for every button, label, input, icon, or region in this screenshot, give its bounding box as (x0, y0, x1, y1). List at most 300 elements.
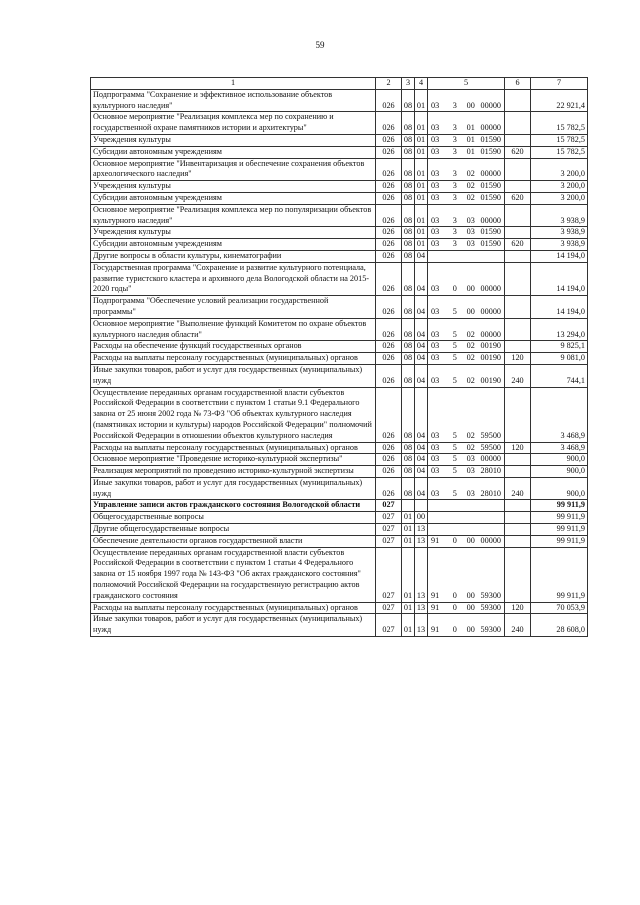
target-code-part: 59500 (480, 442, 501, 452)
expense-type-cell (505, 454, 531, 466)
expense-type-cell (505, 262, 531, 295)
subsection-code-cell: 04 (415, 454, 428, 466)
item-name-cell: Учреждения культуры (91, 134, 376, 146)
target-code-part: 02 (466, 169, 475, 179)
target-code-part: 91 (431, 590, 440, 600)
subsection-code-cell: 04 (415, 341, 428, 353)
amount-cell: 3 200,0 (531, 158, 588, 181)
target-code-part: 5 (452, 454, 457, 464)
section-code-cell: 08 (402, 353, 415, 365)
expense-type-cell (505, 227, 531, 239)
target-code-part: 01590 (480, 146, 501, 156)
subsection-code-cell: 00 (415, 512, 428, 524)
amount-cell: 3 938,9 (531, 239, 588, 251)
target-code-part: 02 (466, 181, 475, 191)
amount-cell: 9 081,0 (531, 353, 588, 365)
ministry-code-cell: 026 (376, 192, 402, 204)
item-name-cell: Осуществление переданных органам государственной власти субъектов Российской Федерации в соответствии с пунктом 1 статьи 4 Федерального закона от 15 ноября 1997 года № 143-ФЗ "Об актах гражданского состояния" полномочий Российской Федерации на государственную регистрацию актов гражданского состояния (91, 547, 376, 602)
section-code-cell: 08 (402, 318, 415, 341)
table-row (91, 535, 588, 547)
subsection-code-cell: 01 (415, 134, 428, 146)
target-code-part: 3 (452, 181, 457, 191)
target-code-part: 5 (452, 488, 457, 498)
section-code-cell: 08 (402, 112, 415, 135)
target-code-part: 02 (466, 341, 475, 351)
target-code-part: 01590 (480, 239, 501, 249)
table-row (91, 466, 588, 478)
target-code-part: 03 (431, 341, 440, 351)
target-code-part: 0 (452, 625, 457, 635)
table-row (91, 250, 588, 262)
target-code-part: 01590 (480, 134, 501, 144)
subsection-code-cell: 13 (415, 524, 428, 536)
amount-cell: 744,1 (531, 364, 588, 387)
expense-type-cell (505, 524, 531, 536)
item-name-cell: Основное мероприятие "Реализация комплекса мер по популяризации объектов культурного наследия" (91, 204, 376, 227)
section-code-cell: 01 (402, 547, 415, 602)
target-code-part: 01 (466, 134, 475, 144)
table-row (91, 353, 588, 365)
table-row (91, 512, 588, 524)
ministry-code-cell: 026 (376, 466, 402, 478)
amount-cell: 3 200,0 (531, 192, 588, 204)
item-name-cell: Субсидии автономным учреждениям (91, 239, 376, 251)
target-code-part: 03 (431, 488, 440, 498)
target-code-part: 5 (452, 430, 457, 440)
target-code-cell (428, 466, 505, 478)
item-name-cell: Субсидии автономным учреждениям (91, 146, 376, 158)
amount-cell: 70 053,9 (531, 602, 588, 614)
section-code-cell: 08 (402, 134, 415, 146)
amount-cell: 3 200,0 (531, 181, 588, 193)
target-code-part: 02 (466, 329, 475, 339)
target-code-part: 00190 (480, 353, 501, 363)
expense-type-cell (505, 387, 531, 442)
table-row (91, 341, 588, 353)
subsection-code-cell: 01 (415, 227, 428, 239)
ministry-code-cell: 027 (376, 500, 402, 512)
target-code-part: 00190 (480, 375, 501, 385)
section-code-cell: 01 (402, 535, 415, 547)
section-code-cell: 08 (402, 477, 415, 500)
target-code-part: 03 (466, 239, 475, 249)
section-code-cell: 08 (402, 466, 415, 478)
subsection-code-cell: 01 (415, 192, 428, 204)
budget-table (90, 77, 588, 637)
target-code-part: 03 (431, 215, 440, 225)
target-code-part: 3 (452, 169, 457, 179)
target-code-part: 03 (466, 488, 475, 498)
item-name-cell: Учреждения культуры (91, 181, 376, 193)
table-row (91, 547, 588, 602)
item-name-cell: Основное мероприятие "Реализация комплекса мер по сохранению и государственной охране памятников истории и архитектуры" (91, 112, 376, 135)
expense-type-cell (505, 318, 531, 341)
target-code-part: 5 (452, 329, 457, 339)
section-code-cell: 08 (402, 227, 415, 239)
target-code-part: 00000 (480, 284, 501, 294)
target-code-part: 5 (452, 466, 457, 476)
amount-cell: 99 911,9 (531, 500, 588, 512)
subsection-code-cell: 04 (415, 353, 428, 365)
ministry-code-cell: 026 (376, 364, 402, 387)
item-name-cell: Учреждения культуры (91, 227, 376, 239)
item-name-cell: Иные закупки товаров, работ и услуг для государственных (муниципальных) нужд (91, 477, 376, 500)
table-row (91, 477, 588, 500)
section-code-cell: 08 (402, 158, 415, 181)
item-name-cell: Расходы на выплаты персоналу государственных (муниципальных) органов (91, 353, 376, 365)
target-code-cell (428, 318, 505, 341)
item-name-cell: Обеспечение деятельности органов государственной власти (91, 535, 376, 547)
target-code-cell (428, 158, 505, 181)
item-name-cell: Расходы на выплаты персоналу государственных (муниципальных) органов (91, 602, 376, 614)
subsection-code-cell: 13 (415, 535, 428, 547)
target-code-part: 5 (452, 306, 457, 316)
target-code-part: 5 (452, 353, 457, 363)
target-code-cell (428, 547, 505, 602)
expense-type-cell: 120 (505, 602, 531, 614)
table-row (91, 454, 588, 466)
table-row (91, 192, 588, 204)
expense-type-cell: 120 (505, 442, 531, 454)
item-name-cell: Осуществление переданных органам государственной власти субъектов Российской Федерации в соответствии с пунктом 1 статьи 9.1 Федерального закона от 25 июня 2002 года № 73-ФЗ "Об объектах культурного наследия (памятниках истории и культуры) народов Российской Федерации" полномочий Российской Федерации в отношении объектов культурного наследия (91, 387, 376, 442)
target-code-part: 03 (431, 430, 440, 440)
ministry-code-cell: 026 (376, 134, 402, 146)
target-code-part: 03 (431, 134, 440, 144)
target-code-part: 03 (431, 192, 440, 202)
target-code-part: 03 (431, 239, 440, 249)
target-code-part: 03 (431, 284, 440, 294)
ministry-code-cell: 026 (376, 181, 402, 193)
target-code-part: 03 (431, 146, 440, 156)
item-name-cell: Другие вопросы в области культуры, кинематографии (91, 250, 376, 262)
target-code-cell (428, 614, 505, 637)
table-row (91, 442, 588, 454)
table-row (91, 89, 588, 112)
table-row (91, 262, 588, 295)
target-code-part: 28010 (480, 466, 501, 476)
item-name-cell: Иные закупки товаров, работ и услуг для государственных (муниципальных) нужд (91, 614, 376, 637)
target-code-part: 03 (431, 306, 440, 316)
target-code-part: 03 (431, 123, 440, 133)
section-code-cell: 08 (402, 296, 415, 319)
target-code-cell (428, 500, 505, 512)
target-code-cell (428, 364, 505, 387)
target-code-part: 00000 (480, 329, 501, 339)
section-code-cell: 08 (402, 192, 415, 204)
target-code-part: 59300 (480, 625, 501, 635)
target-code-part: 00000 (480, 306, 501, 316)
table-row (91, 524, 588, 536)
expense-type-cell: 240 (505, 477, 531, 500)
subsection-code-cell: 04 (415, 318, 428, 341)
table-row (91, 364, 588, 387)
target-code-cell (428, 89, 505, 112)
expense-type-cell: 240 (505, 364, 531, 387)
target-code-part: 00000 (480, 123, 501, 133)
target-code-part: 03 (466, 227, 475, 237)
subsection-code-cell: 13 (415, 602, 428, 614)
target-code-cell (428, 341, 505, 353)
amount-cell: 14 194,0 (531, 262, 588, 295)
expense-type-cell (505, 296, 531, 319)
expense-type-cell: 620 (505, 192, 531, 204)
target-code-part: 91 (431, 625, 440, 635)
amount-cell: 900,0 (531, 477, 588, 500)
item-name-cell: Подпрограмма "Обеспечение условий реализации государственной программы" (91, 296, 376, 319)
item-name-cell: Государственная программа "Сохранение и развитие культурного потенциала, развитие туристского кластера и архивного дела Вологодской области на 2015-2020 годы" (91, 262, 376, 295)
section-code-cell: 08 (402, 442, 415, 454)
target-code-part: 5 (452, 375, 457, 385)
target-code-cell (428, 262, 505, 295)
ministry-code-cell: 026 (376, 442, 402, 454)
subsection-code-cell: 01 (415, 112, 428, 135)
amount-cell: 13 294,0 (531, 318, 588, 341)
table-row (91, 146, 588, 158)
target-code-part: 03 (466, 215, 475, 225)
section-code-cell: 01 (402, 614, 415, 637)
target-code-part: 03 (466, 454, 475, 464)
amount-cell: 99 911,9 (531, 524, 588, 536)
section-code-cell: 08 (402, 341, 415, 353)
expense-type-cell (505, 158, 531, 181)
target-code-cell (428, 204, 505, 227)
table-row (91, 112, 588, 135)
expense-type-cell (505, 547, 531, 602)
amount-cell: 3 938,9 (531, 227, 588, 239)
column-header: 3 (402, 78, 415, 90)
target-code-cell (428, 239, 505, 251)
ministry-code-cell: 026 (376, 112, 402, 135)
target-code-part: 00 (466, 535, 475, 545)
target-code-cell (428, 146, 505, 158)
target-code-part: 00 (466, 590, 475, 600)
expense-type-cell (505, 250, 531, 262)
amount-cell: 15 782,5 (531, 146, 588, 158)
target-code-part: 91 (431, 535, 440, 545)
table-row (91, 614, 588, 637)
target-code-part: 0 (452, 602, 457, 612)
amount-cell: 9 825,1 (531, 341, 588, 353)
target-code-part: 01590 (480, 181, 501, 191)
target-code-part: 03 (431, 169, 440, 179)
target-code-part: 00000 (480, 169, 501, 179)
table-row (91, 296, 588, 319)
target-code-part: 03 (431, 181, 440, 191)
subsection-code-cell: 04 (415, 387, 428, 442)
target-code-cell (428, 134, 505, 146)
target-code-part: 0 (452, 590, 457, 600)
subsection-code-cell: 04 (415, 262, 428, 295)
subsection-code-cell: 13 (415, 547, 428, 602)
target-code-part: 03 (431, 466, 440, 476)
ministry-code-cell: 026 (376, 239, 402, 251)
table-row (91, 227, 588, 239)
target-code-part: 0 (452, 535, 457, 545)
column-header: 4 (415, 78, 428, 90)
target-code-part: 03 (431, 353, 440, 363)
table-row (91, 204, 588, 227)
column-header: 1 (91, 78, 376, 90)
subsection-code-cell: 01 (415, 146, 428, 158)
section-code-cell: 08 (402, 89, 415, 112)
target-code-cell (428, 296, 505, 319)
target-code-cell (428, 535, 505, 547)
target-code-part: 02 (466, 375, 475, 385)
column-header: 2 (376, 78, 402, 90)
target-code-part: 3 (452, 146, 457, 156)
ministry-code-cell: 026 (376, 341, 402, 353)
column-header: 6 (505, 78, 531, 90)
target-code-part: 01 (466, 123, 475, 133)
amount-cell: 99 911,9 (531, 547, 588, 602)
target-code-part: 01590 (480, 227, 501, 237)
ministry-code-cell: 027 (376, 512, 402, 524)
item-name-cell: Основное мероприятие "Выполнение функций Комитетом по охране объектов культурного наследия области" (91, 318, 376, 341)
amount-cell: 3 468,9 (531, 387, 588, 442)
target-code-part: 00000 (480, 535, 501, 545)
subsection-code-cell: 01 (415, 204, 428, 227)
target-code-part: 01 (466, 146, 475, 156)
section-code-cell: 08 (402, 204, 415, 227)
subsection-code-cell: 13 (415, 614, 428, 637)
expense-type-cell: 620 (505, 239, 531, 251)
target-code-part: 00 (466, 100, 475, 110)
target-code-cell (428, 454, 505, 466)
target-code-part: 00 (466, 306, 475, 316)
expense-type-cell (505, 466, 531, 478)
ministry-code-cell: 026 (376, 262, 402, 295)
target-code-part: 3 (452, 123, 457, 133)
item-name-cell: Субсидии автономным учреждениям (91, 192, 376, 204)
target-code-cell (428, 250, 505, 262)
amount-cell: 3 468,9 (531, 442, 588, 454)
target-code-cell (428, 353, 505, 365)
target-code-part: 28010 (480, 488, 501, 498)
ministry-code-cell: 026 (376, 250, 402, 262)
ministry-code-cell: 026 (376, 353, 402, 365)
ministry-code-cell: 026 (376, 318, 402, 341)
section-code-cell (402, 500, 415, 512)
target-code-part: 03 (431, 329, 440, 339)
table-row (91, 500, 588, 512)
target-code-part: 91 (431, 602, 440, 612)
column-header: 7 (531, 78, 588, 90)
expense-type-cell (505, 134, 531, 146)
column-header: 5 (428, 78, 505, 90)
target-code-part: 3 (452, 192, 457, 202)
expense-type-cell (505, 181, 531, 193)
target-code-part: 00000 (480, 215, 501, 225)
ministry-code-cell: 027 (376, 524, 402, 536)
target-code-part: 02 (466, 353, 475, 363)
target-code-cell (428, 524, 505, 536)
target-code-part: 59300 (480, 602, 501, 612)
ministry-code-cell: 026 (376, 227, 402, 239)
section-code-cell: 08 (402, 454, 415, 466)
amount-cell: 900,0 (531, 466, 588, 478)
section-code-cell: 08 (402, 262, 415, 295)
subsection-code-cell: 01 (415, 181, 428, 193)
target-code-cell (428, 181, 505, 193)
item-name-cell: Основное мероприятие "Инвентаризация и обеспечение сохранения объектов археологического наследия" (91, 158, 376, 181)
subsection-code-cell: 04 (415, 364, 428, 387)
target-code-cell (428, 227, 505, 239)
amount-cell: 14 194,0 (531, 250, 588, 262)
target-code-part: 00 (466, 602, 475, 612)
target-code-cell (428, 512, 505, 524)
target-code-cell (428, 192, 505, 204)
target-code-part: 00000 (480, 454, 501, 464)
target-code-part: 3 (452, 227, 457, 237)
table-row (91, 181, 588, 193)
item-name-cell: Другие общегосударственные вопросы (91, 524, 376, 536)
amount-cell: 14 194,0 (531, 296, 588, 319)
item-name-cell: Общегосударственные вопросы (91, 512, 376, 524)
table-header-row (91, 78, 588, 90)
section-code-cell: 08 (402, 364, 415, 387)
ministry-code-cell: 027 (376, 614, 402, 637)
target-code-part: 00 (466, 284, 475, 294)
target-code-part: 0 (452, 284, 457, 294)
item-name-cell: Иные закупки товаров, работ и услуг для государственных (муниципальных) нужд (91, 364, 376, 387)
ministry-code-cell: 026 (376, 146, 402, 158)
target-code-part: 5 (452, 341, 457, 351)
section-code-cell: 08 (402, 146, 415, 158)
ministry-code-cell: 027 (376, 535, 402, 547)
section-code-cell: 08 (402, 387, 415, 442)
target-code-part: 03 (431, 442, 440, 452)
subsection-code-cell: 04 (415, 477, 428, 500)
expense-type-cell (505, 512, 531, 524)
expense-type-cell (505, 112, 531, 135)
subsection-code-cell: 04 (415, 250, 428, 262)
subsection-code-cell: 01 (415, 158, 428, 181)
item-name-cell: Подпрограмма "Сохранение и эффективное использование объектов культурного наследия" (91, 89, 376, 112)
expense-type-cell (505, 89, 531, 112)
target-code-part: 3 (452, 134, 457, 144)
item-name-cell: Управление записи актов гражданского состояния Вологодской области (91, 500, 376, 512)
target-code-part: 59300 (480, 590, 501, 600)
ministry-code-cell: 026 (376, 158, 402, 181)
target-code-cell (428, 387, 505, 442)
target-code-part: 00 (466, 625, 475, 635)
target-code-part: 02 (466, 442, 475, 452)
section-code-cell: 08 (402, 250, 415, 262)
amount-cell: 22 921,4 (531, 89, 588, 112)
ministry-code-cell: 026 (376, 477, 402, 500)
subsection-code-cell: 01 (415, 89, 428, 112)
ministry-code-cell: 026 (376, 387, 402, 442)
amount-cell: 99 911,9 (531, 512, 588, 524)
target-code-part: 3 (452, 215, 457, 225)
target-code-part: 3 (452, 100, 457, 110)
amount-cell: 28 608,0 (531, 614, 588, 637)
item-name-cell: Реализация мероприятий по проведению историко-культурной экспертизы (91, 466, 376, 478)
ministry-code-cell: 027 (376, 602, 402, 614)
target-code-part: 03 (431, 100, 440, 110)
expense-type-cell: 620 (505, 146, 531, 158)
subsection-code-cell: 04 (415, 296, 428, 319)
expense-type-cell (505, 500, 531, 512)
ministry-code-cell: 026 (376, 296, 402, 319)
table-row (91, 158, 588, 181)
target-code-part: 03 (431, 227, 440, 237)
section-code-cell: 01 (402, 524, 415, 536)
target-code-cell (428, 477, 505, 500)
section-code-cell: 01 (402, 512, 415, 524)
target-code-part: 00190 (480, 341, 501, 351)
page-number: 59 (315, 40, 325, 50)
